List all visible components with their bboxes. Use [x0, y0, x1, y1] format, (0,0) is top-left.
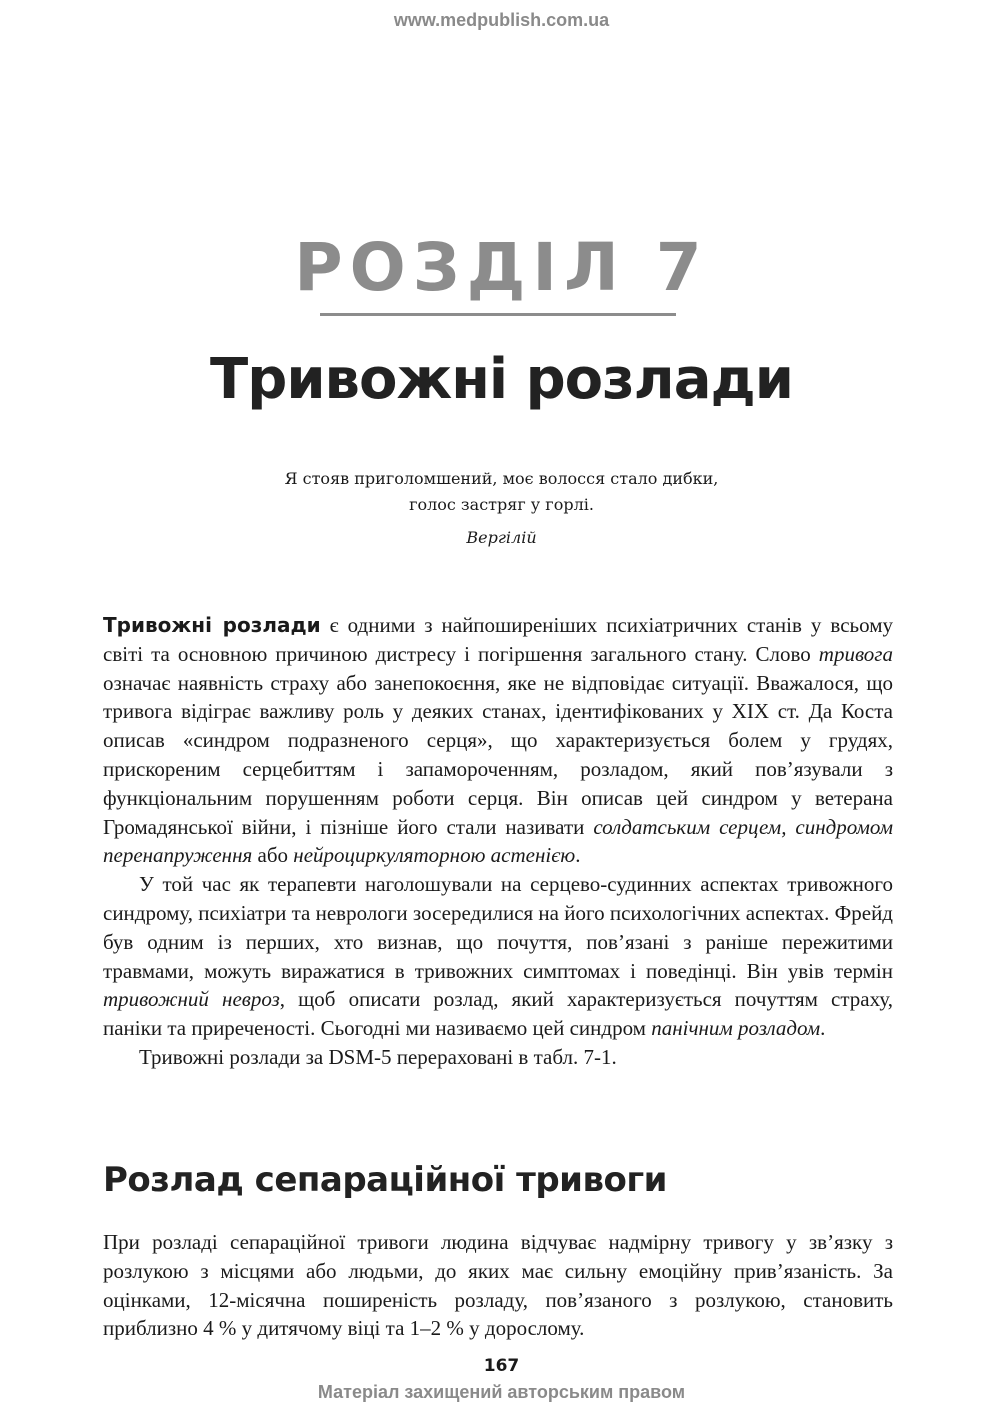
chapter-rule — [320, 313, 676, 316]
site-url: www.medpublish.com.ua — [393, 10, 610, 30]
paragraph-2-italic-2: панічним розладом — [651, 1016, 821, 1041]
chapter-label: РОЗДІЛ 7 — [294, 229, 709, 306]
paragraph-2-italic-1: тривожний невроз — [103, 987, 280, 1012]
epigraph-author: Вергілій — [466, 528, 537, 547]
paragraph-1-italic-2: солдатським серцем, синдромом перенапруження — [103, 814, 893, 868]
chapter-title: Тривожні розлади — [210, 347, 793, 412]
copyright-notice: Матеріал захищений авторським правом — [317, 1382, 686, 1402]
page-number: 167 — [483, 1356, 520, 1376]
section-paragraph: При розладі сепараційної тривоги людина відчуває надмірну тривогу у зв’язку з розлукою з місцями або людьми, до яких має сильну емоційну прив’язаність. За оцінками, 12-місячна поширеність розладу, пов’язаного з розлукою, становить приблизно 4 % у дитячому віці та 1–2 % у дорослому. — [103, 1230, 893, 1341]
paragraph-1-text-2: означає наявність страху або занепокоєння, яке не відповідає ситуації. Вважалося, що тривога відіграє важливу роль у деяких станах, ідентифікованих у XIX ст. Да Коста описав «синдром подразненого серця», що характеризується болем у грудях, прискореним серцебиттям і запамороченням, розладом, який пов’язували з функціональним порушенням роботи серця. Він описав цей синдром у ветерана Громадянської війни, і пізніше його стали називати — [103, 670, 893, 839]
paragraph-1-italic-3: нейроциркуляторною астенією — [293, 843, 576, 868]
epigraph-line-2: голос застряг у горлі. — [409, 495, 594, 514]
lead-term: Тривожні розлади — [103, 613, 321, 637]
paragraph-1-text-4: . — [575, 843, 581, 868]
paragraph-1-text-1: є одними з найпоширеніших психіатричних станів у всьому світі та основною причиною дистресу і погіршення загального стану. Слово — [103, 613, 893, 666]
paragraph-2-text-1: У той час як терапевти наголошували на серцево-судинних аспектах тривожного синдрому, психіатри та неврологи зосередилися на його психологічних аспектах. Фрейд був одним із перших, хто визнав, що почуття, пов’язані з раніше пережитими травмами, можуть виражатися в тривожних симптомах і поведінці. Він увів термін — [103, 872, 893, 983]
paragraph-1-text-3: або — [252, 843, 294, 868]
paragraph-1-italic-1: тривога — [818, 641, 893, 666]
paragraph-2 — [103, 870, 893, 1043]
paragraph-2-text-2: , щоб описати розлад, який характеризується почуттям страху, паніки та приреченості. Сьогодні ми називаємо цей синдром — [103, 987, 893, 1041]
epigraph-line-1: Я стояв приголомшений, моє волосся стало дибки, — [284, 469, 719, 488]
paragraph-2-text-3: . — [820, 1016, 826, 1041]
epigraph — [0, 466, 1003, 518]
section-heading: Розлад сепараційної тривоги — [103, 1160, 667, 1200]
intro-text — [103, 611, 893, 1072]
section-text — [103, 1228, 893, 1343]
paragraph-1 — [103, 611, 893, 870]
paragraph-3: Тривожні розлади за DSM-5 перераховані в табл. 7-1. — [139, 1044, 617, 1069]
